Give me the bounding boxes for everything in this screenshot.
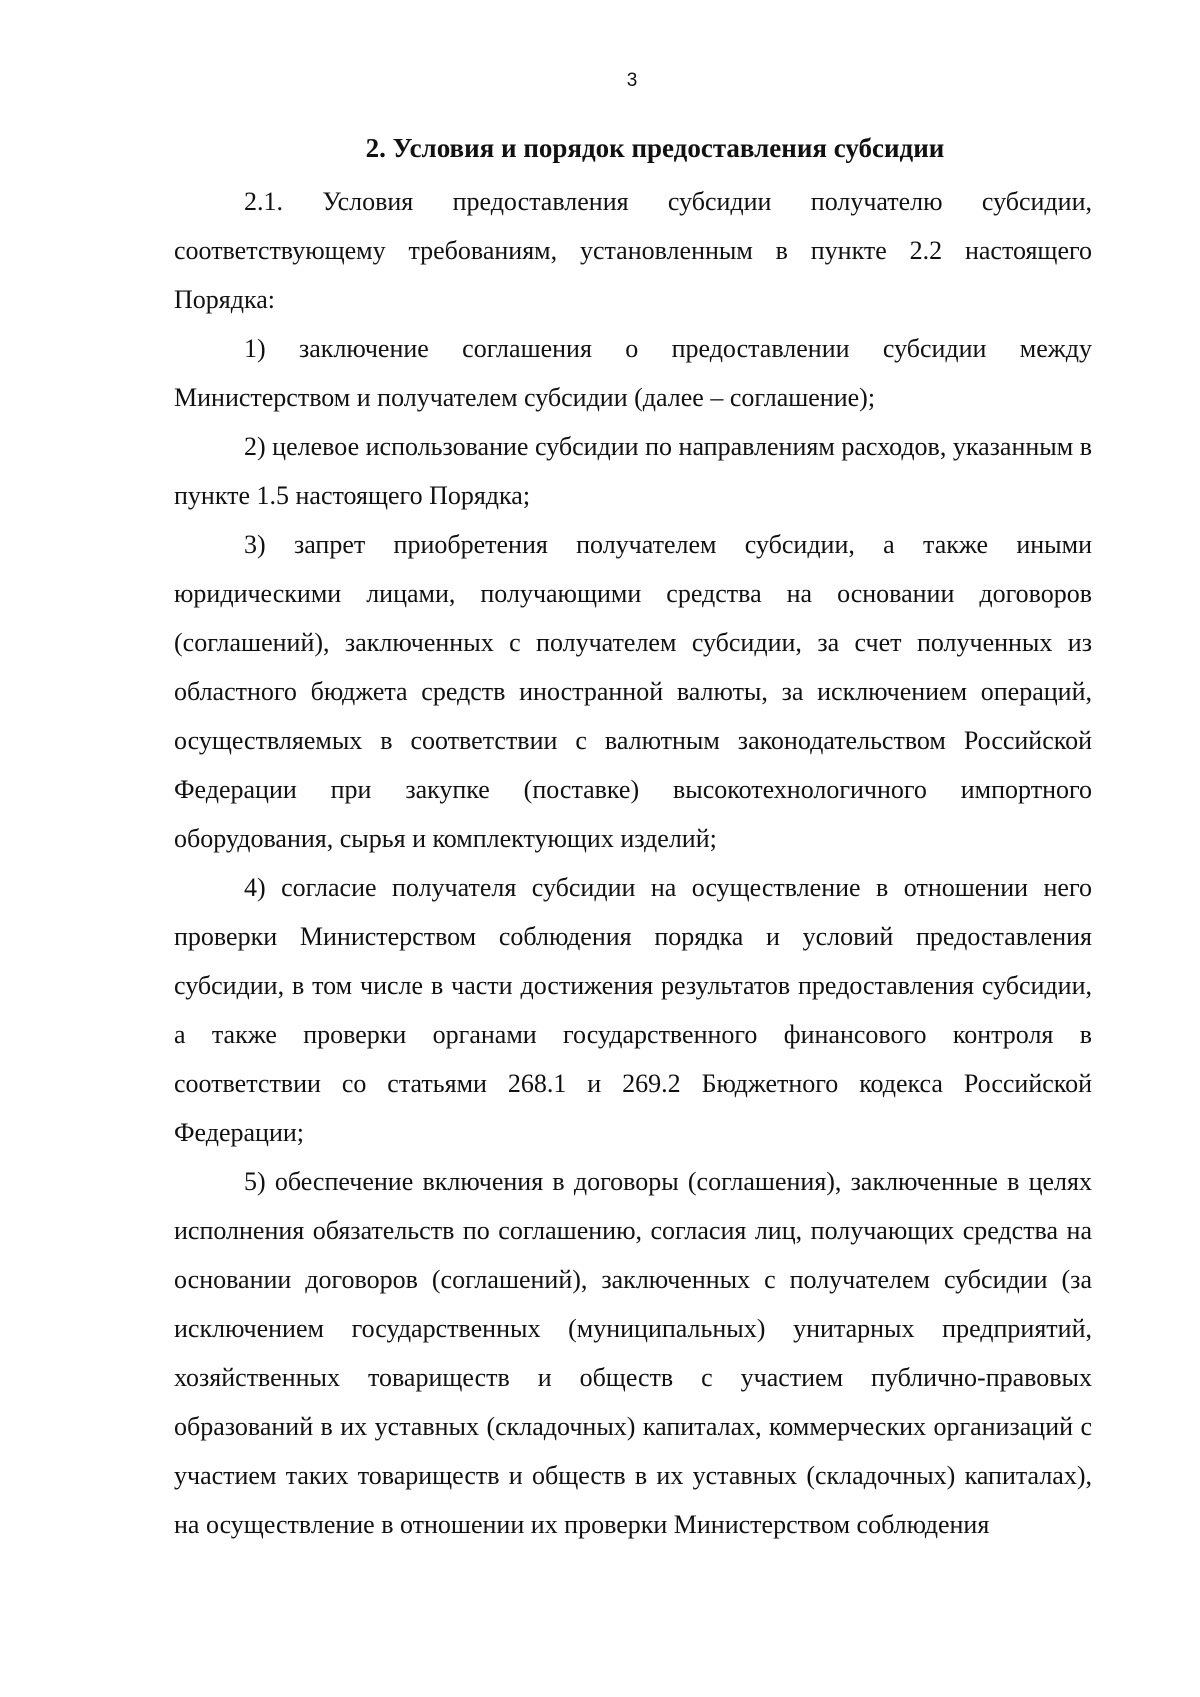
paragraph-item-2: 2) целевое использование субсидии по направлениям расходов, указанным в пункте 1.5 настоящего Порядка; — [174, 432, 1092, 510]
page-number: 3 — [626, 70, 638, 91]
paragraph-2-1: 2.1. Условия предоставления субсидии получателю субсидии, соответствующему требованиям, установленным в пункте 2.2 настоящего Порядка: — [174, 187, 1092, 314]
document-body — [174, 126, 1092, 1549]
paragraph-item-5: 5) обеспечение включения в договоры (соглашения), заключенные в целях исполнения обязательств по соглашению, согласия лиц, получающих средства на основании договоров (соглашений), заключенных с получателем субсидии (за исключением государственных (муниципальных) унитарных предприятий, хозяйственных товариществ и обществ с участием публично-правовых образований в их уставных (складочных) капиталах, коммерческих организаций с участием таких товариществ и обществ в их уставных (складочных) капиталах), на осуществление в отношении их проверки Министерством соблюдения — [174, 1167, 1092, 1539]
section-title: 2. Условия и порядок предоставления субсидии — [365, 133, 945, 163]
paragraph-item-1: 1) заключение соглашения о предоставлении субсидии между Министерством и получателем субсидии (далее – соглашение); — [174, 334, 1092, 412]
paragraph-item-3: 3) запрет приобретения получателем субсидии, а также иными юридическими лицами, получающими средства на основании договоров (соглашений), заключенных с получателем субсидии, за счет полученных из областного бюджета средств иностранной валюты, за исключением операций, осуществляемых в соответствии с валютным законодательством Российской Федерации при закупке (поставке) высокотехнологичного импортного оборудования, сырья и комплектующих изделий; — [174, 530, 1092, 853]
paragraph-item-4: 4) согласие получателя субсидии на осуществление в отношении него проверки Министерством соблюдения порядка и условий предоставления субсидии, в том числе в части достижения результатов предоставления субсидии, а также проверки органами государственного финансового контроля в соответствии со статьями 268.1 и 269.2 Бюджетного кодекса Российской Федерации; — [174, 873, 1092, 1147]
